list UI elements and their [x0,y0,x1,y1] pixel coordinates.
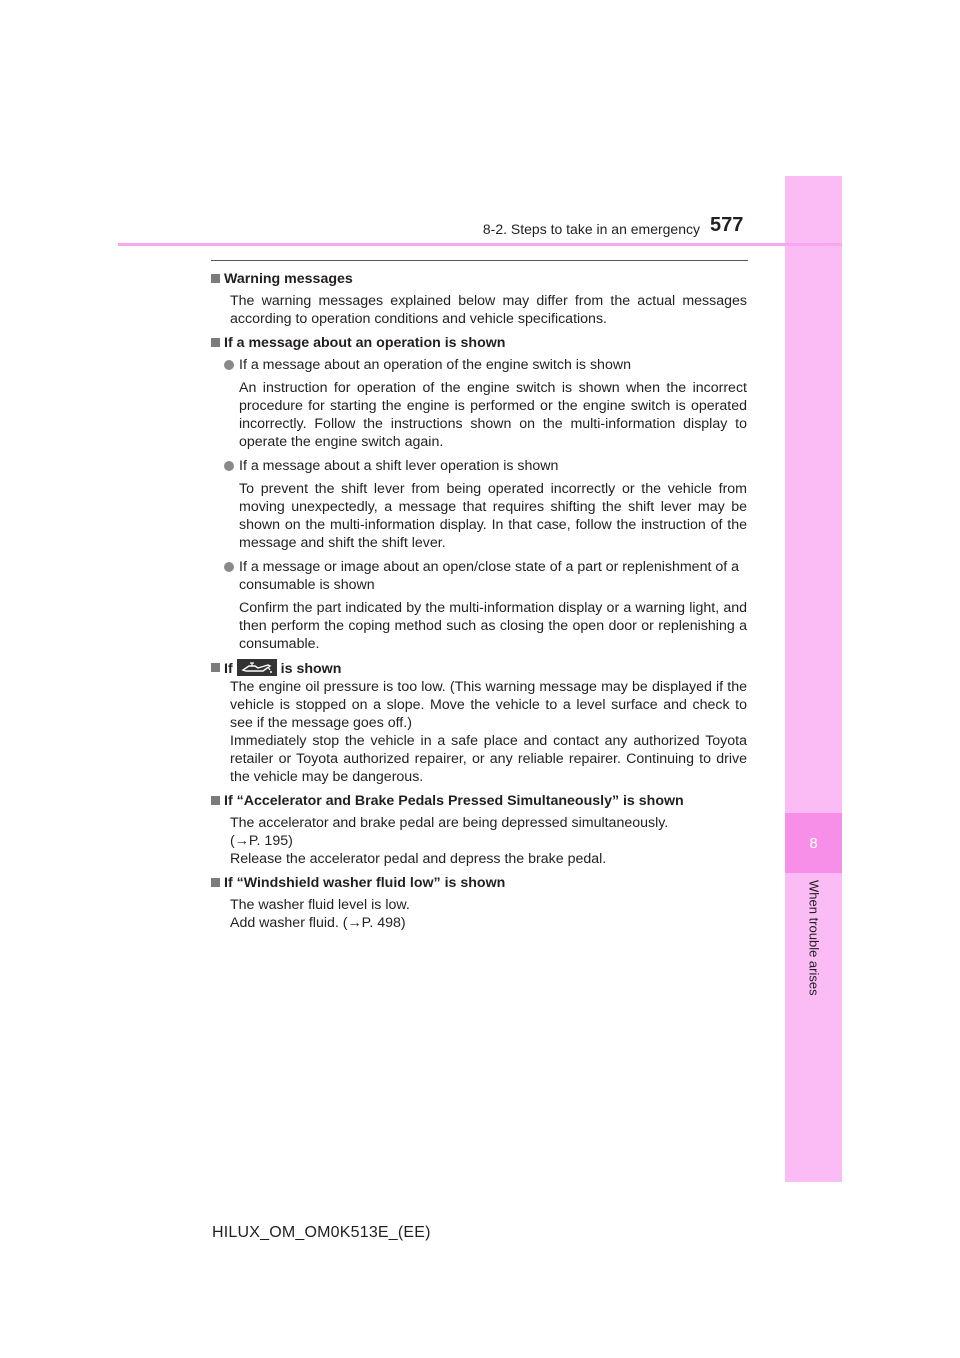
heading-pedals: If “Accelerator and Brake Pedals Pressed Simultaneously” is shown [211,792,747,810]
pedals-line-2: (→P. 195) [230,833,293,849]
chapter-title-tab [785,880,842,1010]
bullet-engine-switch: If a message about an operation of the engine switch is shown [211,356,747,374]
heading-washer: If “Windshield washer fluid low” is shown [211,874,747,892]
chapter-number-tab [785,813,842,873]
bullet-shift-lever: If a message about a shift lever operation is shown [211,457,747,475]
header-divider [118,243,842,246]
header-section-title: 8-2. Steps to take in an emergency [482,221,700,237]
pedals-line-3: Release the accelerator pedal and depress the brake pedal. [230,851,607,867]
chapter-number: 8 [809,834,818,852]
oil-pressure-icon [237,659,277,676]
shift-lever-body: To prevent the shift lever from being operated incorrectly or the vehicle from moving unexpectedly, a message that requires shifting the shift lever may be shown on the multi-information display. In that case, follow the instruction of the message and shift the shift lever. [239,481,747,551]
washer-body [211,896,747,932]
content-top-rule [211,260,748,261]
oil-heading-suffix: is shown [280,661,342,677]
pedals-body [211,814,747,868]
washer-line-2: Add washer fluid. (→P. 498) [230,915,406,931]
washer-line-1: The washer fluid level is low. [230,897,410,913]
open-close-body: Confirm the part indicated by the multi-information display or a warning light, and then perform the coping method such as closing the open door or replenishing a consumable. [239,600,747,652]
oil-pressure-body-1: The engine oil pressure is too low. (This warning message may be displayed if the vehicle is stopped on a slope. Move the vehicle to a level surface and check to see if the message goes off.) [230,679,747,731]
chapter-side-tab [785,176,842,1182]
pedals-line-1: The accelerator and brake pedal are being depressed simultaneously. [230,815,669,831]
page-number: 577 [710,214,744,236]
footer-code: HILUX_OM_OM0K513E_(EE) [212,1224,431,1241]
page-content [211,266,747,932]
oil-pressure-body-2: Immediately stop the vehicle in a safe place and contact any authorized Toyota retailer or Toyota authorized repairer, or any reliable repairer. Continuing to drive the vehicle may be dangerous. [230,733,747,785]
bullet-open-close: If a message or image about an open/close state of a part or replenishment of a consumable is shown [211,558,747,594]
chapter-title: When trouble arises [806,880,821,996]
heading-warning-messages: Warning messages [211,270,747,288]
oil-heading-prefix: If [224,661,233,677]
warning-messages-body: The warning messages explained below may differ from the actual messages according to operation conditions and vehicle specifications. [230,293,747,327]
engine-switch-body: An instruction for operation of the engine switch is shown when the incorrect procedure for starting the engine is performed or the engine switch is operated incorrectly. Follow the instructions shown on the multi-information display to operate the engine switch again. [239,380,747,450]
heading-operation-message: If a message about an operation is shown [211,334,747,352]
heading-oil-pressure [211,659,747,678]
